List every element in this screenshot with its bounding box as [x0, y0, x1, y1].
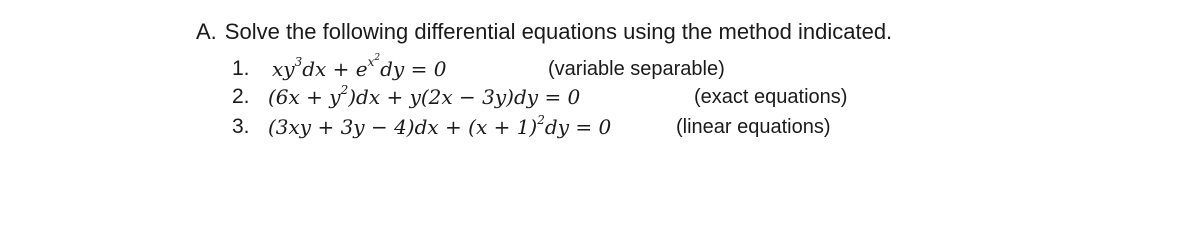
problem-method: (variable separable) [548, 58, 725, 80]
problem-number: 1. [232, 57, 250, 80]
problem-method: (linear equations) [676, 116, 831, 138]
cropped-next-line [0, 146, 1200, 152]
problem-method: (exact equations) [694, 86, 848, 108]
problem-number: 3. [232, 115, 250, 138]
problem-equation: $xy^3dx + e^{x^2}dy = 0$ [272, 53, 447, 81]
problem-equation: $(3xy + 3y - 4)dx + (x + 1)^2dy = 0$ [268, 113, 612, 139]
section-label: A. [196, 19, 217, 44]
problem-number: 2. [232, 85, 250, 108]
problem-equation: $(6x + y^2)dx + y(2x - 3y)dy = 0$ [268, 83, 581, 109]
section-instruction: Solve the following differential equations using the method indicated. [224, 19, 893, 44]
